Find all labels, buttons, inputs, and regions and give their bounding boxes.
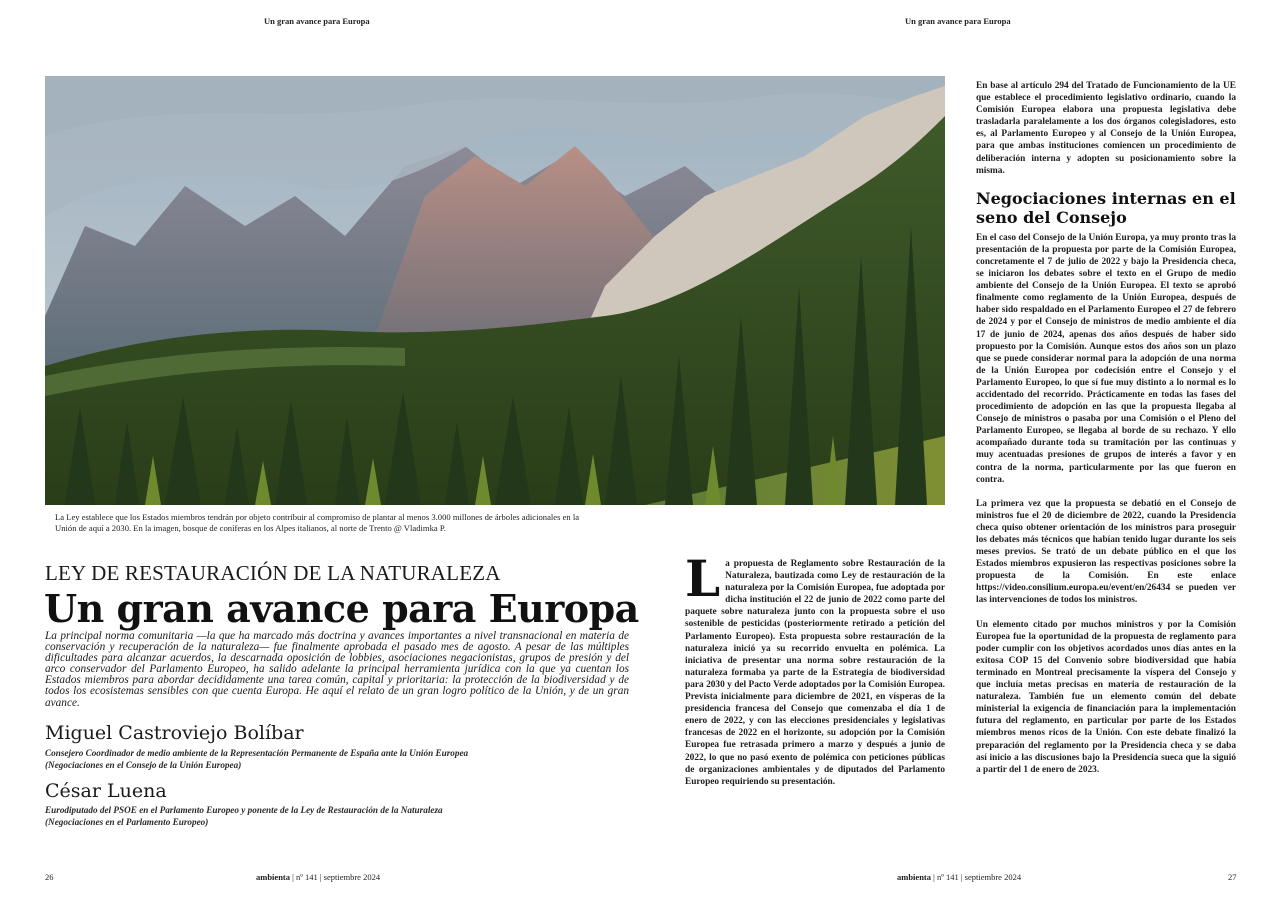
body-paragraph: En el caso del Consejo de la Unión Europa, ya muy pronto tras la presentación de la propuesta por parte de la Comisión Europea, concretamente el 7 de julio de 2022 y bajo la Presidencia checa, se iniciaron los debates sobre el texto en el Grupo de medio ambiente del Consejo de la Unión Europea. El texto se aprobó finalmente como reglamento de la Unión Europea, después de haber sido respaldado en el Parlamento Europeo el 27 de febrero de 2024 y por el Consejo de ministros de medio ambiente el día 17 de junio de 2024, apenas dos años después de haber sido propuesto por la Comisión. Aunque estos dos años son un plazo que se puede considerar normal para la adopción de una norma de la Unión Europea por codecisión entre el Consejo y el Parlamento Europeo, lo que sí fue muy distinto a lo normal es lo accidentado del recorrido. Prácticamente en todas las fases del procedimiento de adopción en las que la propuesta llegaba al Consejo de ministros o pasaba por una Comisión o el Pleno del Parlamento Europeo, se llegaba al borde de su rechazo. Y ello acompañado durante toda su tramitación por las continuas y muy acentuadas presiones de grupos de interés a favor y en contra de la norma, particularmente por las que fueron en contra. [976, 232, 1236, 485]
mountain-forest-photo [45, 76, 945, 505]
body-paragraph: La primera vez que la propuesta se debatió en el Consejo de ministros fue el 20 de diciembre de 2022, cuando la Presidencia checa quiso obtener orientación de los ministros para proseguir los debates más técnicos que habían tenido lugar durante los seis meses previos. Se trató de un debate público en el que los Estados miembros expusieron las respectivas posiciones sobre la propuesta de la Comisión. En este enlace https://video.consilium.europa.eu/event/en/26434 se pueden ver las intervenciones de todos los ministros. [976, 498, 1236, 606]
author-role-text: Eurodiputado del PSOE en el Parlamento Europeo y ponente de la Ley de Restauración de la Naturaleza [45, 805, 443, 815]
article-lede: La principal norma comunitaria —la que ha marcado más doctrina y avances importantes a nivel transnacional en materia de conservación y recuperación de la naturaleza— fue finalmente aprobada el pasado mes de agosto. A pesar de las múltiples dificultades para alcanzar acuerdos, la descarnada oposición de lobbies, asociaciones negacionistas, grupos de presión y del arco conservador del Parlamento Europeo, ha salido adelante la principal herramienta jurídica con la que ya cuentan los Estados miembros para abordar decididamente una tarea común, capital y prioritaria: la protección de la biodiversidad y de todos los ecosistemas sensibles con que cuenta Europa. He aquí el relato de un gran logro político de la Unión, y de un gran avance. [45, 630, 629, 709]
author-role-text: Consejero Coordinador de medio ambiente de la Representación Permanente de España ante la Unión Europea [45, 748, 469, 758]
running-head-right: Un gran avance para Europa [905, 16, 1011, 26]
body-paragraph: Un elemento citado por muchos ministros y por la Comisión Europea fue la oportunidad de la propuesta de reglamento para poder cumplir con los objetivos acordados unos días antes en la exitosa COP 15 del Convenio sobre biodiversidad que había terminado en Montreal precisamente la víspera del Consejo y que incluía metas precisas en materia de restauración de la naturaleza. También fue un elemento común del debate ministerial la exigencia de financiación para la implementación futura del reglamento, en particular por parte de los Estados miembros menos ricos de la Unión. Con este debate finalizó la preparación del reglamento por la Presidencia checa y se daba así inicio a las discusiones bajo la Presidencia sueca que la siguió a partir del 1 de enero de 2023. [976, 619, 1236, 775]
author-role-note: (Negociaciones en el Parlamento Europeo) [45, 817, 209, 827]
author-name: César Luena [45, 780, 167, 802]
running-head-left: Un gran avance para Europa [264, 16, 370, 26]
section-subhead: Negociaciones internas en el seno del Consejo [976, 188, 1236, 227]
footer-right [897, 872, 1021, 882]
drop-cap: L [685, 549, 721, 608]
author-role [45, 747, 629, 771]
image-caption: La Ley establece que los Estados miembros tendrán por objeto contribuir al compromiso de plantar al menos 3.000 millones de árboles adicionales en la Unión de aquí a 2030. En la imagen, bosque de coníferas en los Alpes italianos, al norte de Trento @ Vladimka P. [55, 512, 580, 533]
magazine-name: ambienta [897, 872, 931, 882]
footer-left [256, 872, 380, 882]
article-right-column [976, 80, 1236, 776]
author-role-note: (Negociaciones en el Consejo de la Unión Europea) [45, 760, 242, 770]
issue-info: | nº 141 | septiembre 2024 [931, 872, 1022, 882]
body-paragraph: En base al artículo 294 del Tratado de Funcionamiento de la UE que establece el procedimiento legislativo ordinario, cuando la Comisión Europea elabora una propuesta legislativa debe trasladarla paralelamente a los dos órganos colegisladores, esto es, al Parlamento Europeo y al Consejo de la Unión Europea, para que ambas instituciones comiencen un procedimiento de deliberación interna y adopten su posicionamiento sobre la misma. [976, 81, 1236, 176]
article-kicker: LEY DE RESTAURACIÓN DE LA NATURALEZA [45, 561, 501, 585]
author-name: Miguel Castroviejo Bolíbar [45, 722, 304, 744]
article-body-column [685, 549, 945, 788]
body-paragraph: a propuesta de Reglamento sobre Restauración de la Naturaleza, bautizada como Ley de restauración de la naturaleza por la Comisión Europea, fue adoptada por dicha institución el 22 de junio de 2022 como parte del paquete sobre naturaleza junto con la propuesta sobre el uso sostenible de pesticidas (posteriormente retirado a petición del Parlamento Europeo). Esta propuesta sobre restauración de la naturaleza inició ya su recorrido envuelta en polémica. La iniciativa de presentar una norma sobre restauración de la naturaleza formaba ya parte de la Estrategia de biodiversidad para 2030 y del Pacto Verde adoptados por la Comisión Europea. Prevista inicialmente para diciembre de 2021, en vísperas de la presidencia francesa del Consejo que comenzaba el día 1 de enero de 2022, y con las elecciones presidenciales y legislativas francesas de 2022 en el horizonte, su adopción por la Comisión Europea fue retrasada primero a marzo y después a junio de 2022, lo que no pasó exento de polémica con peticiones públicas de organizaciones ambientales y de diputados del Parlamento Europeo requiriendo su presentación. [685, 559, 945, 787]
page-number-right: 27 [1228, 872, 1237, 882]
issue-info: | nº 141 | septiembre 2024 [290, 872, 381, 882]
page-number-left: 26 [45, 872, 54, 882]
article-title: Un gran avance para Europa [44, 586, 639, 631]
mountain-forest-illustration [45, 76, 945, 505]
author-role [45, 804, 629, 828]
magazine-name: ambienta [256, 872, 290, 882]
